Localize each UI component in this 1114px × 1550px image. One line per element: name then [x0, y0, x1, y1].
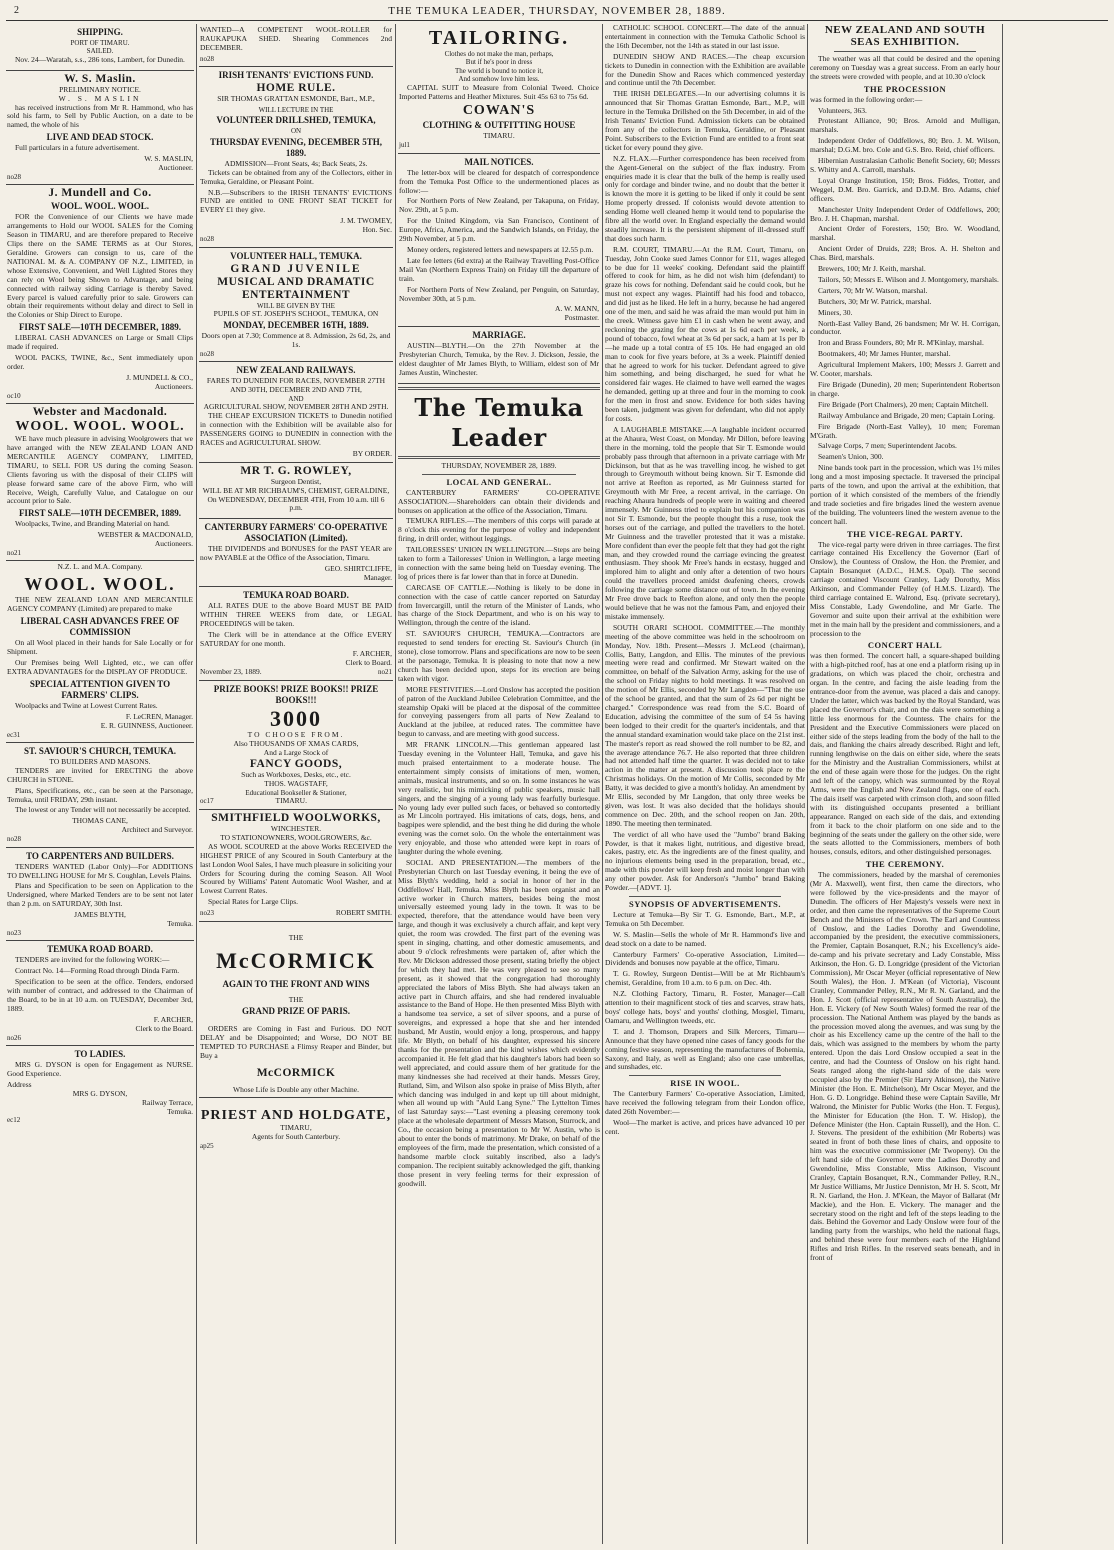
- procession-item: Fire Brigade (Port Chalmers), 20 men; Captain Mitchell.: [818, 399, 989, 409]
- news-paragraph: TEMUKA RIFLES.—The members of this corps will parade at 8 o'clock this evening for the purpose of volley and independent firing, in drill order, without leggings.: [398, 516, 600, 544]
- divider: [398, 456, 600, 459]
- column-rule: [196, 24, 197, 1544]
- procession-item: Tailors, 50; Messrs E. Wilson and J. Montgomery, marshals.: [818, 274, 999, 284]
- ad-emphasis: LIVE AND DEAD STOCK.: [46, 132, 154, 143]
- column-4: [605, 24, 805, 1544]
- procession-item: Carters, 70; Mr W. Watson, marshal.: [818, 285, 928, 295]
- ad-subheading: AGAIN TO THE FRONT AND WINS: [222, 979, 370, 989]
- news-paragraph: MORE FESTIVITIES.—Lord Onslow has accepted the position of patron of the Auckland Jubilee Celebration Committee, and the steamship Opaki will be placed at the disposal of the committee for conveying passengers from all parts of New Zealand to Auckland at the jubilee, at reduced rates. The committee have begun to canvass, and are meeting with good success.: [398, 684, 600, 739]
- ad-code: no23: [200, 909, 214, 918]
- ad-text: TENDERS WANTED (Labor Only)—For ADDITIONS TO DWELLING HOUSE for Mr S. Coughlan, Levels Plains.: [7, 861, 193, 880]
- ad-signature: F. LeCREN, Manager.: [125, 711, 193, 721]
- page-number: 2: [14, 5, 20, 16]
- ad-text: WANTED—A COMPETENT WOOL-ROLLER for RAUKAPUKA SHED. Shearing Commences 2nd DECEMBER.: [200, 25, 392, 52]
- column-rule: [602, 24, 603, 1544]
- ad-heading: J. Mundell and Co.: [48, 187, 152, 200]
- ad-verse: And somehow love him less.: [458, 75, 540, 84]
- article-paragraph: was formed in the following order:—: [810, 94, 923, 104]
- procession-item: North-East Valley Band, 26 bandsmen; Mr W. H. Corrigan, conductor.: [810, 318, 1000, 337]
- news-paragraph: N.Z. FLAX.—Further correspondence has been received from the Agent-General on the subject of the flax industry. From enquiries made it is clear that the bulk of the hemp is really used only for cordage and binder twine, and no doubt that the better it is known the more it is getting to be liked if only it could be sent Home properly dressed. If colonists would devote attention to sending Home well cleaned hemp it would tend to popularise the fibre all the world over. In England especially the demand would steadily increase. It is the persistent shipment of ill-dressed stuff that does such harm.: [605, 153, 805, 243]
- ad-signature-role: Auctioneer.: [158, 163, 193, 173]
- section-heading: LOCAL AND GENERAL.: [446, 476, 552, 487]
- ad-text: The letter-box will be cleared for despatch of correspondence from the Temuka Post Office to the undermentioned places as follow:—: [399, 167, 599, 195]
- article-paragraph: The weather was all that could be desired and the opening ceremony on Tuesday was a great success. From an early hour the streets were crowded with people, and at 10.30 o'clock: [810, 54, 1000, 81]
- ad-text: Special Rates for Large Clips.: [208, 897, 299, 907]
- ad-text: For Northern Ports of New Zealand, per Takapuna, on Friday, Nov. 29th, at 5 p.m.: [399, 196, 599, 215]
- synopsis-item: N.Z. Clothing Factory, Timaru, R. Foster, Manager—Call attention to their magnificent stock of ties and scarves, straw hats, boys' college hats, boys' and youths' clothing, Mosgiel, Timaru, Oamaru, and Wellington tweeds, etc.: [605, 989, 805, 1025]
- ad-signature: JAMES BLYTH,: [74, 910, 126, 920]
- masthead-title: THE TEMUKA LEADER, THURSDAY, NOVEMBER 28, 1889.: [388, 5, 726, 17]
- synopsis-item: Lecture at Temuka—By Sir T. G. Esmonde, Bart., M.P., at Temuka on 5th December.: [605, 909, 805, 928]
- ad-text: Specification to be seen at the office. Tenders, endorsed with number of contract, and addressed to the Chairman of the Board, to be in at 10 a.m. on TUESDAY, December 3rd, 1889.: [7, 977, 193, 1013]
- ad-heading: Webster and Macdonald.: [32, 406, 168, 419]
- procession-item: Agricultural Implement Makers, 100; Messrs J. Garrett and W. Cooter, marshals.: [810, 360, 1000, 379]
- ad-emphasis: McCORMICK: [256, 1066, 336, 1079]
- ad-heading: TO CARPENTERS AND BUILDERS.: [26, 850, 174, 861]
- ad-signature-role: Auctioneers.: [154, 381, 193, 391]
- procession-item: Fire Brigade (North-East Valley), 10 men; Foreman M'Grath.: [810, 421, 1000, 440]
- ad-subheading: TO BUILDERS AND MASONS.: [49, 756, 151, 766]
- ad-text: THE: [288, 995, 304, 1004]
- ad-heading: McCORMICK: [216, 948, 376, 973]
- ad-emphasis: FIRST SALE—10TH DECEMBER, 1889.: [18, 322, 182, 333]
- ad-subheading: Surgeon Dentist,: [270, 476, 322, 486]
- ad-text: The Clerk will be in attendance at the Office EVERY SATURDAY for one month.: [200, 629, 392, 648]
- ad-code: no28: [7, 835, 21, 844]
- ad-heading: TO LADIES.: [74, 1049, 126, 1059]
- column-3: [398, 24, 600, 1544]
- ad-text: Late fee letters (6d extra) at the Railway Travelling Post-Office Mail Van (Northern Express Train) on Friday till the departure of train.: [399, 255, 599, 283]
- ad-text: Also THOUSANDS OF XMAS CARDS,: [233, 739, 359, 749]
- ad-verse: Clothes do not make the man, perhaps,: [444, 50, 554, 58]
- carpenters-ad: [6, 848, 194, 942]
- ad-subheading: HOME RULE.: [256, 82, 336, 95]
- ad-emphasis: MONDAY, DECEMBER 16TH, 1889.: [223, 319, 369, 330]
- ad-text: And a Large Stock of: [263, 748, 329, 757]
- procession-item: Independent Order of Oddfellows, 80; Bro. J. M. Wilson, marshal; D.G.M. bro. Cole and G.S. Bro. Reid, chief officers.: [810, 136, 1000, 155]
- ad-text: TO CHOOSE FROM.: [247, 730, 345, 740]
- ad-signature-role: Auctioneers.: [154, 539, 193, 549]
- farmers-dividend-ad: [199, 519, 393, 587]
- ad-text: Full particulars in a future advertisement.: [15, 143, 140, 153]
- ad-text: AND: [288, 394, 304, 403]
- ad-text: Such as Workboxes, Desks, etc., etc.: [241, 769, 351, 779]
- ad-text: On all Wool placed in their hands for Sale Locally or for Shipment.: [7, 638, 193, 657]
- ad-code: no28: [7, 172, 21, 181]
- article-paragraph: The vice-regal party were driven in three carriages. The first carriage contained His Excellency the Governor (Earl of Onslow), the Countess of Onslow, the Hon. the Premier, and Captain Bosanquet (A.D.C., H.M.S. Opal). The second carriage contained Viscount Cranley, Lady Dorothy, Miss Atkinson, and Commander Pelley (of H.M.S. Lizard). The third carriage contained E. Walrond, Esq. (private secretary), Miss Constable, Lady Gwendoline, and Mr Garle. The Governor and suite upon their arrival at the exhibition were met in the main hall by the president and commissioners, and a procession to the: [810, 539, 1000, 638]
- irish-fund-ad: [199, 67, 393, 247]
- ad-subheading: WOOL. WOOL.: [24, 574, 176, 595]
- ad-code: ec12: [7, 1116, 21, 1125]
- article-subheading: THE VICE-REGAL PARTY.: [846, 528, 964, 539]
- ad-text: AGRICULTURAL SHOW, NOVEMBER 28TH AND 29TH.: [203, 402, 389, 412]
- ad-code: ec31: [7, 730, 21, 739]
- ad-date: [200, 668, 392, 677]
- dentist-ad: [199, 463, 393, 520]
- divider: [629, 896, 781, 897]
- ad-text: THE NEW ZEALAND LOAN AND MERCANTILE AGENCY COMPANY (Limited) are prepared to make: [7, 595, 193, 614]
- ad-text: Plans and Specification to be seen on Application to the Undersigned, where Marked Tenders are to be sent not later than 2 p.m. on SATURDAY, 30th Inst.: [7, 881, 193, 909]
- ad-subheading: WOOL. WOOL. WOOL.: [15, 419, 185, 435]
- news-paragraph: TAILORESSES' UNION IN WELLINGTON.—Steps are being taken to form a Tailoresses' Union in Wellington, a large meeting in connection with the same being held on Tuesday evening. The log of prices there is far lower than that in force at Dunedin.: [398, 545, 600, 581]
- divider: [629, 1075, 781, 1076]
- ad-signature: WEBSTER & MACDONALD,: [97, 530, 193, 540]
- synopsis-item: W. S. Maslin—Sells the whole of Mr R. Hammond's live and dead stock on a date to be named.: [605, 929, 805, 948]
- divider: [834, 51, 976, 52]
- synopsis-item: T. G. Rowley, Surgeon Dentist—Will be at Mr Richbaum's chemist, Geraldine, from 10 a.m. to 6 p.m. on Dec. 4th.: [605, 969, 805, 988]
- nzlma-ad: [6, 561, 194, 742]
- ad-signature: GEO. SHIRTCLIFFE,: [324, 564, 392, 574]
- ad-signature-role: Educational Bookseller & Stationer,: [245, 788, 347, 797]
- ad-text: WE have much pleasure in advising Woolgrowers that we have arranged with the NEW ZEALAND LOAN AND MERCANTILE AGENCY COMPANY, LIMITED, TIMARU, to SELL FOR US during the coming Season. Clients favoring us with the disposal of their CLIPS will please forward same care of the above Firm, who will Receive, Weigh, Carefully Value, and Catalogue on our account prior to Sale.: [7, 434, 193, 506]
- ad-heading: VOLUNTEER HALL, TEMUKA.: [230, 250, 362, 261]
- ad-emphasis: LIBERAL CASH ADVANCES FREE OF COMMISSION: [20, 616, 180, 638]
- ad-text: AUSTIN—BLYTH.—On the 27th November at the Presbyterian Church, Temuka, by the Rev. J. Dickson, Jessie, the eldest daughter of Mr James Blyth, to William, eldest son of Mr James Austin, Winchester.: [399, 341, 599, 377]
- ad-text: WILL BE GIVEN BY THE: [257, 301, 335, 310]
- ad-signature: W. S. MASLIN,: [144, 154, 193, 164]
- news-paragraph: SOCIAL AND PRESENTATION.—The members of the Presbyterian Church on last Tuesday evening, it being the eve of Miss Blyth's wedding, held a social in honor of her in the Oddfellows' Hall, Temuka. Miss Blyth has been organist and an active worker in Church matters, besides being the most universally esteemed young lady in the town. It was to be expected, therefore, that the attendance would have been very large, and though it was exclusively a church affair, and kept very quiet, the room was crowded. The first part of the evening was spent in singing, chatting, and other domestic amusements, and about 9 o'clock refreshments were partaken of, after which the Rev. Mr Dickson addressed those present, stating briefly the object for which they had met. He was very pleased to see so many present, as it showed that the congregation had thoroughly appreciated the labors of Miss Blyth. She had always taken an active part in Church affairs, and she had rendered invaluable assistance to the Band of Hope. He then presented Miss Blyth with a handsome tea service, a set of silver spoons, and a purse of sovereigns, and expressed a hope that she and her intended husband, Mr Austin, would enjoy a long, prosperous, and happy life. Mr Blyth, on behalf of his daughter, expressed his sincere thanks for the presentation and the kind wishes which evidently accompanied it. He felt glad that his daughter's labors had been so well appreciated, and could assure them of her gratitude for the many kindnesses she had received at their hands. Messrs Grey, Rutland, Sim, and Wilson also spoke in praise of Miss Blyth, after which dancing was indulged in and kept up till about midnight, when all wound up with "Auld Lang Syne." The Lyttelton Times of last Saturday says:—"Last evening a pleasing ceremony took place at the wholesale department of Messrs Matson, Sturrock, and Co., the occasion being a presentation to Mr W. Austin, who is about to enter the bonds of matrimony. Mr Drake, on behalf of the employees of the firm, made the presentation, which consisted of a handsome marble clock suitably inscribed, also a lady's companion. The recipient suitably acknowledged the gift, thanking those present in very feeling terms for their expression of goodwill.: [398, 857, 600, 1188]
- ad-signature: J. MUNDELL & CO.,: [126, 372, 193, 382]
- ad-text: ADMISSION—Front Seats, 4s; Back Seats, 2s.: [224, 158, 368, 168]
- marriage-notice: [398, 327, 600, 384]
- ad-text: ON: [290, 127, 302, 136]
- ad-heading: IRISH TENANTS' EVICTIONS FUND.: [218, 70, 374, 81]
- ad-code: no26: [7, 1033, 21, 1042]
- ad-text: WOOL PACKS, TWINE, &c., Sent immediately upon order.: [7, 353, 193, 371]
- news-paragraph: SOUTH ORARI SCHOOL COMMITTEE.—The monthly meeting of the above committee was held in the schoolroom on Monday, Nov. 18th. Present—Messrs J. McLeod (chairman), Collis, Batty, Langdon, and Ellis. The minutes of the previous meeting were read and confirmed. Mr Stewart waited on the committee, on behalf of the Salvation Army, asking for the use of the school on Friday nights to hold meetings. It was resolved on the motion of Mr Ellis, seconded by Mr Langdon—"That the use of the school be granted, and that the sum of 2s 6d per night be charged." Correspondence was read from the S.C. Board of Education, advising the committee of the sum of £4 5s having been lodged to their credit for the quarter's incidentals, and that the annual standard examination would take place on the 21st inst. The master's report as read showed the roll number to be 82, and the average attendance 76.7. He also reported that three children had not attended half time the quarter. It was decided not to take action in the matter at present. A discussion took place re the Christmas holidays. On the motion of Mr Collis, seconded by Mr Batty, it was decided to give a month's holiday. An amendment by Mr Ellis, seconded by Mr Langdon, that only three weeks be given, was lost. It was also decided that the holidays should commence on Dec. 20th, and the school reopen on Jan. 20th, 1890. The meeting then terminated.: [605, 622, 805, 828]
- ad-heading: PRIEST AND HOLDGATE,: [200, 1108, 392, 1124]
- synopsis-item: T. and J. Thomson, Drapers and Silk Mercers, Timaru—Announce that they have opened nine cases of fancy goods for the coming festive season, representing the manufactures of Bohemia, Saxony, and Italy, as well as England; also one case umbrellas, and sunshades, etc.: [605, 1026, 805, 1072]
- ad-subheading: TIMARU,: [280, 1123, 312, 1133]
- news-paragraph: A LAUGHABLE MISTAKE.—A laughable incident occurred at the Ahaura, West Coast, on Monday. Mr Dillon, before leaving there in the morning, told the people that Sir T. Esmonde would probably pass through that afternoon in a private carriage with Mr Dickinson, but that as he was travelling incog. he wished to get through to Greymouth without being known. Sir T. Esmonde did not arrive at Reefton as reported, as Mr Guinness started for Greymouth with Mr Free, a recent arrival, in the carriage. On reaching Ahaura hundreds of people were in waiting and cheered immensely. Mr Guinness tried to explain but his companion was not Sir T. Esmonde, but the people thought this a ruse, took the horses out of the carriage, and pulled the travellers to the hotel. Mr Guinness and the traveller protested that it was a mistake. More confident than ever the people felt that they had got the right man, and they crowded round the carriage evincing the greatest enthusiasm. They shook Mr Free's hands in ecstasy, hugged and implored him to alight and only after a detention of two hours could the travellers proceed amidst deafening cheers, crowds following the carriage some distance out of town. In the evening Mr Free drove back to Reefton alone, and only then the people would believe that he was not the famous Pam, and enjoyed their mistake immensely.: [605, 424, 805, 621]
- section-heading: SYNOPSIS OF ADVERTISEMENTS.: [629, 899, 781, 909]
- ad-signature-role: Postmaster.: [564, 313, 599, 323]
- ad-text: PUPILS OF ST. JOSEPH'S SCHOOL, TEMUKA, ON: [213, 308, 379, 318]
- ad-code: oc10: [7, 391, 21, 400]
- ad-signature-role: Clerk to Board.: [345, 658, 392, 668]
- ad-signature: A. W. MANN,: [555, 304, 599, 314]
- article-subheading: THE CEREMONY.: [865, 859, 945, 870]
- maslin-ad: [6, 71, 194, 186]
- news-paragraph: ST. SAVIOUR'S CHURCH, TEMUKA.—Contractors are requested to send tenders for erecting St. Saviour's Church (in stone), close tomorrow. Plans and specifications are now to be seen at the parsonage, Temuka. It is pleasing to note that now a new church has been decided upon, steps for its erection are being taken with vigor.: [398, 629, 600, 683]
- ad-text: ORDERS are Coming in Fast and Furious. DO NOT DELAY and be Disappointed; and Worse, DO NOT BE TEMPTED TO PURCHASE a Flimsy Reaper and Binder, but Buy a: [200, 1023, 392, 1060]
- ad-heading: MR T. G. ROWLEY,: [240, 464, 352, 477]
- prize-books-ad: [199, 681, 393, 810]
- news-paragraph: CANTERBURY FARMERS' CO-OPERATIVE ASSOCIATION.—Shareholders can obtain their dividends and bonuses on application at the office of the Association, Timaru.: [398, 487, 600, 515]
- ad-text: THE CHEAP EXCURSION TICKETS to Dunedin notified in connection with the Exhibition will be available also for PASSENGERS GOING to DUNEDIN in connection with the RACES and AGRICULTURAL SHOW.: [200, 411, 392, 447]
- article-subheading: THE PROCESSION: [863, 83, 947, 94]
- ad-code: no28: [200, 54, 214, 63]
- procession-item: Ancient Order of Foresters, 150; Bro. W. Woodland, marshal.: [810, 224, 1000, 243]
- ad-subheading: PRELIMINARY NOTICE.: [59, 84, 141, 94]
- road-board-tender-ad: [6, 941, 194, 1046]
- ad-text: TENDERS are invited for ERECTING the above CHURCH in STONE.: [7, 765, 193, 784]
- news-paragraph: DUNEDIN SHOW AND RACES.—The cheap excursion tickets to Dunedin in connection with the Exhibition are available for the Dunedin Show and Races which commenced yesterday and continue until the 7th December.: [605, 51, 805, 88]
- news-paragraph: R.M. COURT, TIMARU.—At the R.M. Court, Timaru, on Tuesday, John Cooke sued James Connor for £11, wages alleged to be due for 11 weeks' cooking. Defendant said the plaintiff offered to cook for him, as he did not wish him (defendant) to graze his cows for nothing. Defendant said he could cook, but he must not expect any wages. Plaintiff had his food and tobacco, and did just as he liked. He left in a hurry, because he had angered one of the men, and said he was afraid the man would put him in the creek. Witness gave him £1 in cash when he went away, and reckoning the grazing for the cows at 1s 6d each per week, a pound of tobacco, fowl wheat at 3s 6d per sack, a ham at 1s per lb—he made up a total contra of £5 10s. He had engaged an old man to cook for five years before, at 3s a week. Plaintiff denied that he agreed to work for his tucker. Defendant agreed to give him something, and being discharged, he sued for what he considered fair wages. He claimed to have well earned the wages he demanded, getting up at three and four in the morning to cook for the men in frost and snow. Evidence for both sides having been taken, judgment was given for defendant, who did not apply for costs.: [605, 244, 805, 423]
- procession-item: Seamen's Union, 300.: [818, 452, 884, 462]
- procession-item: Iron and Brass Founders, 80; Mr R. M'Kinlay, marshal.: [818, 338, 984, 348]
- ad-subheading: GRAND JUVENILE: [230, 262, 362, 275]
- mail-notices: [398, 154, 600, 328]
- ad-place: TIMARU.: [483, 131, 515, 141]
- ad-emphasis: VOLUNTEER DRILLSHED, TEMUKA,: [216, 115, 376, 126]
- newspaper-nameplate: The Temuka Leader: [414, 392, 584, 452]
- shipping-heading: SHIPPING.: [77, 27, 123, 37]
- ad-emphasis: 3000: [270, 706, 322, 732]
- ad-code: no21: [378, 668, 392, 677]
- ad-text: Doors open at 7.30; Commence at 8. Admission, 2s 6d, 2s, and 1s.: [201, 330, 391, 349]
- ad-text: Whose Life is Double any other Machine.: [232, 1084, 359, 1094]
- ad-heading: CANTERBURY FARMERS' CO-OPERATIVE ASSOCIATION (Limited).: [204, 522, 388, 544]
- ad-text: FOR the Convenience of our Clients we have made arrangements to Hold our WOOL SALES for the Coming Season in TIMARU, and are therefore prepared to Receive Clips there on the SAME TERMS as at Our Stores, Geraldine. Growers can consign to us, care of the NATIONAL M. & A. COMPANY OF N.Z., LIMITED, in whose Extensive, Convenient, and Well Lighted Stores they can rely on Wool being Shown to Advantage, and being connected with railway siding Carriage is thereby Saved. Every parcel is valued carefully prior to sale. Growers can obtain their requirements without delay and direct to Sell in the Colonies or Ship Direct to Europe.: [7, 212, 193, 320]
- church-tender-ad: [6, 743, 194, 848]
- ad-subheading: MUSICAL AND DRAMATIC ENTERTAINMENT: [217, 275, 375, 301]
- article-paragraph: The commissioners, headed by the marshal of ceremonies (Mr A. Maxwell), went first, then came the directors, who were followed by the vice-presidents and the mayor of Dunedin. The officers of Her Majesty's vessels were next in order, and then came the representatives of the Supreme Court Bench and the Ministers of the Crown. The Earl and Countess of Onslow, and the Ladies Dorothy and Gwendoline, accompanied by the president, the executive commissioners, the Premier, Captain Bosanquet, R.N.; his Excellency's aide-de-camp and his private secretary and Lady Constable, Miss Atkinson, the Hon. G. D. Longridge (president of the Victorian Commission), Mr Oscar Meyer (official representative of New South Wales), the Hon. J. M'Kean (of Victoria), Viscount Cranley, Commander Pelley, R.N., Mr R. N. Garland, and the Hon. J. Scott (official representative of South Australia), the Hon. E. Vickery (of New South Wales) formed the rear of the procession. The National Anthem was played by the bands as the procession moved along the avenues, and was sung by the choir as his Excellency came up the centre of the hall to the dais, which was assigned to the members by whom the party entered. Upon the dais Lord Onslow occupied a seat in the centre, and had the Countess of Onslow on his right hand. Seats ranged along the right-hand side of the dais were occupied also by the Premier (Sir Harry Atkinson), the Native Minister (the Hon. E. Mitchelson), Mr Oscar Meyer, and the Hon. G. D. Longridge. Behind these were Captain Saville, Mr Walrond, the Minister for Public Works (the Hon. T. Fergus), the Minister for Education (the Hon. T. W. Hislop), the Defence Minister (the Hon. Captain Russell), and the Hon. C. J. Stevens. The president of the exhibition (Mr Roberts) was seated in front of both these lines of chairs, and opposite to him was the executive commissioner (Mr Twopeny). On the left hand side of the Governor were the Ladies Dorothy and Gwendoline, Miss Constable, Miss Atkinson, Viscount Cranley, Captain Bosanquet, R.N., Commander Pelley, R.N., Mr Justice Williams, Mr Justice Denniston, Mr H. S. Scott, Mr R. N. Garland, the Hon. J. M'Kean, the Mayor of Ballarat (Mr Mackie), and the Hon. E. Vickery. The manager and the secretary stood on the right and left of the steps leading to the dais. Behind the Governor and Lady Onslow were four of the landing party from the warships, who held the national flags, and behind these were four members each of the Highland Rifles and Irish Rifles. In the reserved seats beneath, and in front of: [810, 870, 1000, 1263]
- ad-code: no28: [200, 349, 214, 358]
- procession-item: Butchers, 30; Mr W. Patrick, marshal.: [818, 296, 932, 306]
- mccormick-ad: [199, 922, 393, 1098]
- ad-signature: BY ORDER.: [352, 448, 392, 458]
- ad-signature-role: Clerk to the Board.: [135, 1023, 193, 1033]
- ad-text: has received instructions from Mr R. Hammond, who has sold his farm, to Sell by Public Auction, on a date to be named, the whole of his: [7, 102, 193, 130]
- procession-item: Brewers, 100; Mr J. Keith, marshal.: [818, 264, 926, 274]
- ad-heading: MARRIAGE.: [472, 330, 526, 341]
- synopsis-item: Canterbury Farmers' Co-operative Association, Limited—Dividends and bonuses now payable at the office, Timaru.: [605, 949, 805, 968]
- ad-text: WILL LECTURE IN THE: [258, 106, 334, 115]
- ad-signature: F. ARCHER,: [153, 1014, 193, 1024]
- ad-signature: THOMAS CANE,: [72, 816, 128, 826]
- procession-item: Loyal Orange Institution, 150; Bros. Fiddes, Trotter, and Weggel, D.M. Bro. Garrick, and D.D.M. Bro. Adams, chief officers.: [810, 175, 1000, 203]
- masthead-rule: [6, 20, 1108, 21]
- ad-text: FARES TO DUNEDIN FOR RACES, NOVEMBER 27TH AND 30TH, DECEMBER 2ND AND 7TH,: [206, 376, 386, 394]
- ad-text: Woolpacks, Twine, and Branding Material on hand.: [15, 519, 170, 529]
- ad-signature-role: Railway Terrace,: [142, 1097, 193, 1107]
- ad-signature-role: Manager.: [363, 573, 392, 583]
- ad-text: TENDERS are invited for the following WORK:—: [15, 955, 170, 965]
- ad-text: The lowest or any Tender will not necessarily be accepted.: [15, 805, 191, 815]
- ad-code: ap25: [200, 1142, 214, 1151]
- divider: [422, 474, 576, 475]
- ad-verse: But if he's poor in dress: [465, 58, 533, 67]
- ad-text: TO STATIONOWNERS, WOOLGROWERS, &c.: [220, 832, 372, 842]
- divider: [398, 387, 600, 390]
- ad-signature-role: Architect and Surveyor.: [121, 825, 193, 835]
- section-heading: RISE IN WOOL.: [670, 1078, 740, 1089]
- news-paragraph: The Canterbury Farmers' Co-operative Association, Limited, have received the following telegram from their London office, dated 26th November:—: [605, 1089, 805, 1117]
- ad-code: oc17: [200, 797, 214, 806]
- ad-code: jul1: [399, 141, 410, 150]
- news-paragraph: MR FRANK LINCOLN.—This gentleman appeared last Tuesday evening in the Volunteer Hall, Temuka, and gave his much praised entertainment to a moderate house. The entertainment simply consists of imitations of men, women, animals, musical instruments, and so on. In some instances he was very realistic, but his mimicking of public speakers, music hall singers, and the singing of a young lady was fearfully burlesque. No young lady ever pulled such faces, or behaved so contortedly as Mr Lincoln portrayed. His imitations of cats, dogs, hens, and bagpipes were splendid, and the best thing he did during the whole evening was the cornet solo. On the whole the entertainment was very enjoyable, and those who attended were kept in roars of laughter during the whole evening.: [398, 740, 600, 857]
- wanted-ad: [199, 24, 393, 67]
- shipping-text: Nov. 24—Waratah, s.s., 286 tons, Lambert, for Dunedin.: [15, 54, 185, 64]
- column-5: [810, 24, 1000, 1544]
- ad-text: Plans, Specifications, etc., can be seen at the Parsonage, Temuka, until FRIDAY, 29th instant.: [7, 785, 193, 804]
- article-paragraph: was then formed. The concert hall, a square-shaped building with a high-pitched roof, has at one end a platform rising up in gradations, on which was placed the choir, orchestra and organ. In the centre, and facing the aisle leading from the entrance-door from the avenue, was placed a dais and canopy. Under the latter, which was backed by the Royal Standard, was placed the Governor's chair, and on the dais were something a little less enormous for the Countess. The chairs for the President and the Executive Commissioners were placed on either side of the steps leading from the body of the hall to the dais, and flanking the chairs already described. Right and left, running lengthwise on the dais on either side, where the seats for the Ministry and the Australian Commissioners, whilst at the end of these again were those for the judges. On the right and left of the canopy, which was surmounted by the Royal Arms, were the English and New Zealand flags, one of each. The dais itself was carpeted with crimson cloth, and soon filled with its distinguished occupants presented a brilliant appearance. Ranged on each side of the dais, and extending from it back to the choir platform on one side and to the beginning of the seats under the gallery on the other side, were the seats allotted to the Commissioners, members of both houses, consuls, editors, and other distinguished personages.: [810, 651, 1000, 857]
- procession-item: Volunteers, 363.: [818, 105, 867, 115]
- news-paragraph: CARCASE OF CATTLE.—Nothing is likely to be done in connection with the case of cattle cancer reported on Saturday from Invercargill, until the return of the Minister of Lands, who has charge of the Stock Department, and who is on his way to Wellington, through the centre of the island.: [398, 582, 600, 628]
- ad-address-label: Address: [7, 1079, 32, 1089]
- news-paragraph: CATHOLIC SCHOOL CONCERT.—The date of the annual entertainment in connection with the Temuka Catholic School is the 16th December, not the 14th as stated in our last issue.: [605, 24, 805, 50]
- column-rule: [1002, 24, 1003, 1544]
- ad-signature: THOS. WAGSTAFF,: [264, 778, 328, 788]
- mundell-ad: [6, 185, 194, 404]
- ad-heading: PRIZE BOOKS! PRIZE BOOKS!! PRIZE BOOKS!!!: [213, 684, 379, 706]
- ad-heading: ST. SAVIOUR'S CHURCH, TEMUKA.: [23, 745, 177, 756]
- ad-text: Money orders, registered letters and newspapers at 12.55 p.m.: [407, 245, 594, 254]
- procession-item: Hibernian Australasian Catholic Benefit Society, 60; Messrs S. Whitty and A. Carroll, marshals.: [810, 156, 1000, 174]
- procession-item: Railway Ambulance and Brigade, 20 men; Captain Loring.: [818, 410, 995, 420]
- news-paragraph: The verdict of all who have used the "Jumbo" brand Baking Powder, is that it makes light, nutritious, and digestive bread, cakes, pastry, etc. As the ingredients are of the finest quality, and no injurious elements being used in the preparation, bread, etc., made with this powder will keep fresh and moist longer than with any other powder. Ask for Anderson's "Jumbo" brand Baking Powder.—[ADVT. 1].: [605, 829, 805, 893]
- ad-text: For the United Kingdom, via San Francisco, Continent of Europe, Africa, America, and the Sandwich Islands, on Friday, the 29th November, at 5 p.m.: [399, 216, 599, 244]
- ad-text: AS WOOL SCOURED at the above Works RECEIVED the HIGHEST PRICE of any Scoured in South Canterbury at the last London Wool Sales, I have much pleasure in soliciting your Orders for Scouring during the coming Season. All Wool Scoured by Williams' Patent Automatic Wool Washer, and at Lowest Current Rates.: [200, 841, 392, 896]
- ad-text: For Northern Ports of New Zealand, per Penguin, on Saturday, November 30th, at 5 p.m.: [399, 284, 599, 303]
- nurse-ad: [6, 1046, 194, 1128]
- procession-item: Manchester Unity Independent Order of Oddfellows, 200; Bro. J. H. Chapman, marshal.: [810, 204, 1000, 223]
- ad-text: THE: [288, 933, 304, 943]
- ad-code: no21: [7, 549, 21, 558]
- column-1: [6, 24, 194, 1544]
- ad-emphasis: COWAN'S: [462, 103, 536, 119]
- priest-holdgate-ad: [199, 1098, 393, 1153]
- ad-lead: W. S. MASLIN: [58, 93, 142, 103]
- ad-emphasis: SPECIAL ATTENTION GIVEN TO FARMERS' CLIPS.: [29, 678, 171, 700]
- juvenile-entertainment-ad: [199, 248, 393, 363]
- article-paragraph: Nine bands took part in the procession, which was 1½ miles long and a most imposing spectacle. It traversed the principal parts of the town, and upon the arrival at the exhibition, that portion of it which consisted of the members of the friendly and trade societies and fire brigades lined the western avenue of the building. The volunteers lined the western avenue to the concert hall.: [810, 463, 1000, 526]
- ad-signature: MRS G. DYSON,: [72, 1088, 128, 1098]
- ad-text: Contract No. 14—Forming Road through Dinda Farm.: [15, 966, 180, 976]
- issue-date: THURSDAY, NOVEMBER 28, 1889.: [441, 460, 557, 470]
- ad-text: ALL RATES DUE to the above Board MUST BE PAID WITHIN THREE WEEKS from date, or LEGAL PROCEEDINGS will be taken.: [200, 600, 392, 628]
- ad-heading: SMITHFIELD WOOLWORKS,: [211, 812, 381, 825]
- ad-place: TIMARU.: [275, 796, 307, 806]
- sailed-label: SAILED.: [86, 47, 114, 56]
- ad-subheading: GRAND PRIZE OF PARIS.: [241, 1005, 350, 1016]
- ad-signature: J. M. TWOMEY,: [340, 216, 392, 226]
- procession-item: Miners, 30.: [818, 307, 853, 317]
- procession-item: Fire Brigade (Dunedin), 20 men; Superintendent Robertson in charge.: [810, 380, 1000, 398]
- ad-text: THE DIVIDENDS and BONUSES for the PAST YEAR are now PAYABLE at the Office of the Association, Timaru.: [200, 544, 392, 563]
- ad-heading: TEMUKA ROAD BOARD.: [243, 589, 349, 600]
- ad-heading: W. S. Maslin.: [64, 72, 136, 85]
- ad-signature-role: Hon. Sec.: [362, 225, 392, 235]
- ad-heading: N.Z. L. and M.A. Company.: [57, 562, 143, 572]
- port-name: PORT OF TIMARU.: [70, 39, 130, 47]
- ad-footer: [200, 909, 392, 918]
- procession-item: Protestant Alliance, 90; Bros. Arnold and Mulligan, marshals.: [810, 116, 1000, 135]
- procession-item: Ancient Order of Druids, 228; Bros. A. H. Shelton and Chas. Bird, marshals.: [810, 244, 1000, 263]
- ad-text: N.B.—Subscribers to the IRISH TENANTS' EVICTIONS FUND are entitled to ONE FRONT SEAT TICKET for EVERY £1 they give.: [200, 187, 392, 215]
- ad-signature: F. ARCHER,: [352, 649, 392, 659]
- ad-signature: ROBERT SMITH.: [335, 908, 392, 918]
- ad-text: LIBERAL CASH ADVANCES on Large or Small Clips made if required.: [7, 333, 193, 352]
- ad-text: CAPITAL SUIT to Measure from Colonial Tweed. Choice Imported Patterns and Heather Mixtures. Suit 45s 63 to 75s 6d.: [399, 82, 599, 101]
- ad-subheading: CLOTHING & OUTFITTING HOUSE: [422, 120, 576, 131]
- column-2: [199, 24, 393, 1544]
- masthead: [0, 2, 1114, 20]
- ad-text: WILL BE AT MR RICHBAUM'S, CHEMIST, GERALDINE, On WEDNESDAY, DECEMBER 4TH, From 10 a.m. till 6 p.m.: [202, 485, 390, 513]
- ad-text: Tickets can be obtained from any of the Collectors, either in Temuka, Geraldine, or Pleasant Point.: [200, 167, 392, 186]
- ad-subheading: FANCY GOODS,: [249, 757, 343, 770]
- ad-heading: TEMUKA ROAD BOARD.: [47, 944, 153, 955]
- ad-signature: E. R. GUINNESS, Auctioneer.: [100, 720, 193, 730]
- procession-item: Bootmakers, 40; Mr James Hunter, marshal.: [818, 349, 951, 359]
- ad-emphasis: THURSDAY EVENING, DECEMBER 5TH, 1889.: [209, 136, 383, 158]
- shipping-notice: [6, 24, 194, 71]
- article-headline: NEW ZEALAND AND SOUTH SEAS EXHIBITION.: [824, 24, 986, 48]
- article-subheading: CONCERT HALL: [867, 640, 943, 651]
- column-rule: [807, 24, 808, 1544]
- column-rule: [395, 24, 396, 1544]
- ad-text: MRS G. DYSON is open for Engagement as NURSE. Good Experience.: [7, 1060, 193, 1078]
- ad-place: Temuka.: [167, 1106, 193, 1116]
- railways-ad: [199, 362, 393, 463]
- news-paragraph: THE IRISH DELEGATES.—In our advertising columns it is announced that Sir Thomas Grattan Esmonde, Bart., M.P., will lecture in the Temuka Drillshed on the 5th December, in aid of the Irish Tenants' Eviction Fund. Admission tickets can be obtained from any of the collectors in Temuka, Geraldine, or Pleasant Point. Subscribers to the Eviction Fund are entitled to a front seat ticket for every pound they give.: [605, 89, 805, 152]
- ad-verse: The world is bound to notice it,: [454, 66, 544, 75]
- ad-code: no28: [200, 235, 214, 244]
- ad-text: Woolpacks and Twine at Lowest Current Rates.: [15, 700, 158, 710]
- news-paragraph: Wool—The market is active, and prices have advanced 10 per cent.: [605, 1117, 805, 1136]
- ad-heading: TAILORING.: [428, 27, 570, 49]
- webster-ad: [6, 404, 194, 561]
- ad-footer: [200, 797, 392, 806]
- ad-emphasis: FIRST SALE—10TH DECEMBER, 1889.: [18, 508, 182, 519]
- ad-code: no23: [7, 928, 21, 937]
- ad-heading: NEW ZEALAND RAILWAYS.: [236, 365, 356, 376]
- ad-signature-role: Temuka.: [167, 919, 193, 929]
- procession-item: Salvage Corps, 7 men; Superintendent Jacobs.: [818, 441, 957, 451]
- ad-subheading: WINCHESTER.: [270, 824, 322, 834]
- ad-text: Our Premises being Well Lighted, etc., we can offer EXTRA ADVANTAGES for the DISPLAY OF PRODUCE.: [7, 658, 193, 676]
- tailoring-ad: [398, 24, 600, 154]
- rates-ad: [199, 587, 393, 681]
- ad-heading: MAIL NOTICES.: [464, 156, 534, 167]
- ad-subheading: WOOL. WOOL. WOOL.: [51, 201, 149, 212]
- smithfield-ad: [199, 810, 393, 922]
- ad-text: Agents for South Canterbury.: [251, 1132, 341, 1142]
- ad-date-text: November 23, 1889.: [200, 667, 262, 677]
- ad-text: SIR THOMAS GRATTAN ESMONDE, Bart., M.P.,: [217, 94, 375, 104]
